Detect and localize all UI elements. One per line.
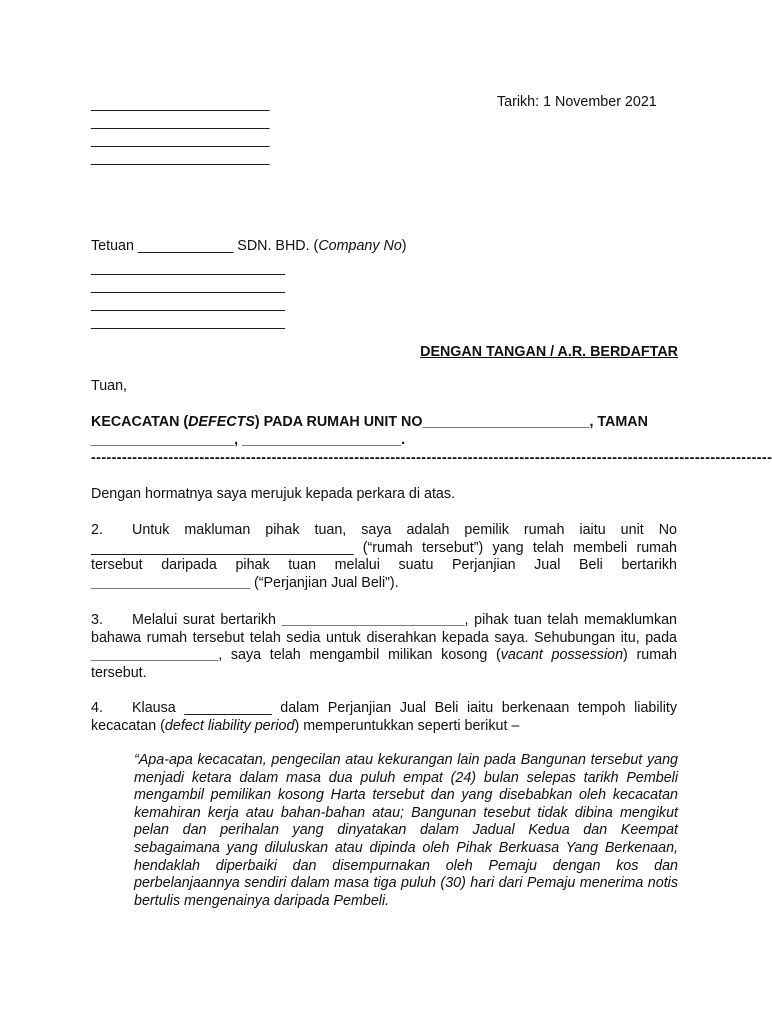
paragraph-text: , saya telah mengambil milikan kosong ( <box>218 647 501 664</box>
sender-address-line: _______________________ <box>91 150 270 166</box>
recipient-name-line <box>91 238 407 256</box>
recipient-close-paren: ) <box>401 238 407 254</box>
subject-line-1 <box>91 414 648 432</box>
paragraph-text: ) rumah tersebut. <box>91 647 678 681</box>
bold-blank: _______________________ <box>281 612 465 628</box>
sender-address-line: _______________________ <box>91 114 270 130</box>
paragraph-text: ) memperuntukkan seperti berikut – <box>294 717 520 734</box>
paragraph-number: 4. <box>91 700 103 716</box>
paragraph-number: 2. <box>91 522 103 538</box>
sender-address-line: _______________________ <box>91 96 270 112</box>
subject-divider: ------------------------------------------------------------------------------------------------------------------------------------ <box>91 450 772 466</box>
recipient-address-line: _________________________ <box>91 296 285 312</box>
paragraph-number: 3. <box>91 612 103 628</box>
subject-part1: KECACATAN ( <box>91 414 189 430</box>
quoted-clause: “Apa-apa kecacatan, pengecilan atau kekurangan lain pada Bangunan tersebut yang menjadi ketara dalam masa dua puluh empat (24) bulan selepas tarikh Pembeli mengambil pemilikan kosong Harta tersebut dan yang disebabkan oleh kecacatan kemahiran kerja atau bahan-bahan atau; Bangunan tesebut tidak dibina mengikut pelan dan perihalan yang dinyatakan dalam Jadual Kedua dan Keempat sebagaimana yang diluluskan atau dipinda oleh Pihak Berkuasa Yang Berkenaan, hendaklah diperbaiki dan disempurnakan oleh Pemaju dengan kos dan perbelanjaannya sendiri dalam masa tiga puluh (30) hari dari Pemaju menerima notis bertulis mengenainya daripada Pembeli. <box>134 752 678 909</box>
subject-line-2: __________________, ____________________. <box>91 432 406 448</box>
bold-blank: ________________ <box>91 647 219 664</box>
recipient-address-line: _________________________ <box>91 278 285 294</box>
recipient-prefix: Tetuan <box>91 238 138 254</box>
recipient-company-no: Company No <box>318 238 402 254</box>
paragraph-text: Melalui surat bertarikh <box>132 612 282 628</box>
recipient-address-line: _________________________ <box>91 314 285 330</box>
paragraph-3 <box>91 612 677 682</box>
bold-blank: ____________________ <box>91 574 251 591</box>
sender-address-line: _______________________ <box>91 132 270 148</box>
recipient-blank: ____________ <box>137 238 234 254</box>
paragraph-text: Untuk makluman pihak tuan, saya adalah pemilik rumah iaitu unit No _________________________________ (“rumah tersebut”) yang telah membeli rumah tersebut daripada pihak tuan melalui suatu Perjanjian Jual Beli bertarikh <box>91 522 677 574</box>
salutation: Tuan, <box>91 378 128 394</box>
subject-part2: ) PADA RUMAH UNIT NO_____________________, TAMAN <box>254 414 648 430</box>
paragraph-text: (“Perjanjian Jual Beli”). <box>250 574 399 591</box>
subject-defects: DEFECTS <box>188 414 255 430</box>
opening-sentence: Dengan hormatnya saya merujuk kepada perkara di atas. <box>91 486 455 502</box>
recipient-address-line: _________________________ <box>91 260 285 276</box>
recipient-company-suffix: SDN. BHD. ( <box>233 238 319 254</box>
paragraph-2 <box>91 522 677 592</box>
paragraph-4 <box>91 700 677 735</box>
italic-term: vacant possession <box>500 647 624 664</box>
letter-date: Tarikh: 1 November 2021 <box>497 94 657 110</box>
paragraph-text: Klausa ___________ dalam Perjanjian Jual Beli iaitu berkenaan tempoh liability kecacatan ( <box>91 700 677 734</box>
italic-term: defect liability period <box>164 717 295 734</box>
delivery-method: DENGAN TANGAN / A.R. BERDAFTAR <box>420 344 678 360</box>
paragraph-text: , pihak tuan telah memaklumkan bahawa rumah tersebut telah sedia untuk diserahkan kepada saya. Sehubungan itu, pada <box>91 612 678 646</box>
